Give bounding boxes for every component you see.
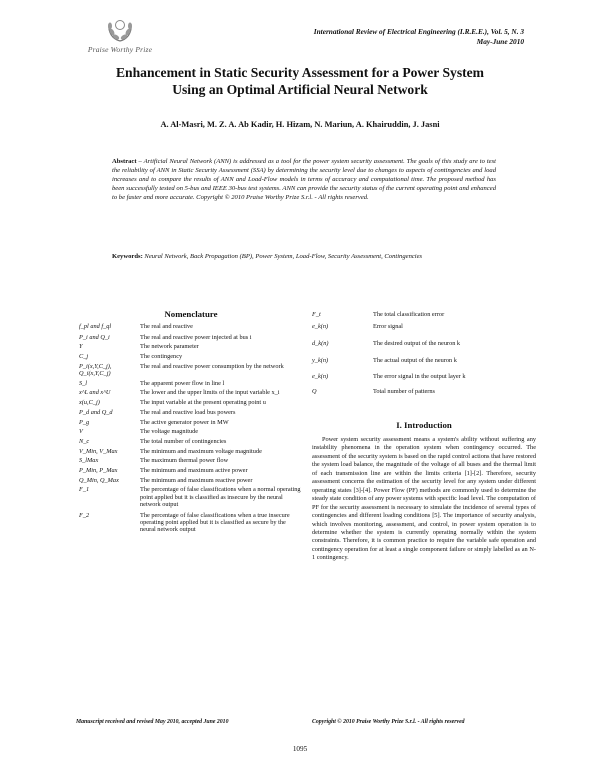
nomenclature-description: The desired output of the neuron k [373,339,461,347]
journal-date: May-June 2010 [476,36,524,46]
nomenclature-symbol: P_i(x,Y,C_j), Q_i(x,Y,C_j) [79,362,112,378]
nomenclature-entry [79,409,301,416]
nomenclature-entry [79,467,301,474]
abstract-label: Abstract [112,158,137,165]
nomenclature-symbol: Q_Min, Q_Max [79,476,119,484]
nomenclature-description: The real and reactive power injected at bus i [140,333,252,341]
nomenclature-entry [79,343,301,350]
nomenclature-symbol: S_lMax [79,457,99,465]
nomenclature-entry [79,363,301,377]
nomenclature-symbol: f_pl and f_ql [79,323,112,330]
title-line-2: Using an Optimal Artificial Neural Network [172,82,428,97]
journal-header [314,27,524,46]
nomenclature-description: The error signal in the output layer k [373,373,466,381]
copyright-note: Copyright © 2010 Praise Worthy Prize S.r.l. - All rights reserved [312,719,465,725]
introduction-heading: I. Introduction [396,420,452,430]
logo-text: Praise Worthy Prize [87,45,153,54]
nomenclature-entry [79,477,301,484]
nomenclature-description: The maximum thermal power flow [140,457,229,465]
nomenclature-symbol: y_k(n) [312,356,329,364]
nomenclature-symbol: N_c [79,437,90,445]
nomenclature-entry [312,373,536,380]
nomenclature-description: The minimum and maximum active power [140,467,248,475]
nomenclature-description: The minimum and maximum reactive power [140,476,253,484]
nomenclature-symbol: F_t [312,311,321,318]
nomenclature-description: The actual output of the neuron k [373,356,457,364]
nomenclature-description: Error signal [373,323,403,331]
nomenclature-entry [312,311,536,318]
nomenclature-entry [79,353,301,360]
nomenclature-description: The contingency [140,353,183,361]
nomenclature-entry [312,323,536,330]
nomenclature-entry [79,428,301,435]
nomenclature-entry [79,323,301,330]
paper-title [60,64,540,98]
nomenclature-description: The voltage magnitude [140,428,199,436]
nomenclature-entry [79,380,301,387]
nomenclature-symbol: C_j [79,353,89,361]
nomenclature-entry [79,486,301,508]
nomenclature-symbol: P_Min, P_Max [79,467,118,475]
nomenclature-right-column [312,311,536,395]
nomenclature-symbol: V_Min, V_Max [79,447,118,455]
nomenclature-symbol: e_k(n) [312,323,329,331]
nomenclature-description: The network parameter [140,343,199,351]
abstract [112,157,496,202]
nomenclature-description: The total number of contingencies [140,437,227,445]
nomenclature-symbol: d_k(n) [312,339,329,347]
nomenclature-description: The real and reactive load bus powers [140,408,236,416]
nomenclature-description: Total number of patterns [373,387,435,395]
keywords [112,252,496,261]
nomenclature-description: The minimum and maximum voltage magnitude [140,447,262,455]
nomenclature-symbol: x(u,C_j) [79,399,100,407]
nomenclature-entry [312,340,536,347]
nomenclature-entry [79,334,301,341]
nomenclature-entry [79,419,301,426]
publisher-logo [70,14,170,60]
nomenclature-entry [79,438,301,445]
nomenclature-description: The total classification error [373,311,445,318]
nomenclature-symbol: V [79,428,83,436]
nomenclature-symbol: F_2 [79,511,90,519]
nomenclature-symbol: P_d and Q_d [79,408,113,416]
keywords-text: Neural Network, Back Propagation (BP), Power System, Load-Flow, Security Assessment, Contingencies [142,253,423,260]
nomenclature-symbol: Y [79,343,83,351]
nomenclature-left-column [79,323,301,533]
nomenclature-symbol: x^L and x^U [79,389,111,397]
nomenclature-title: Nomenclature [164,309,218,319]
introduction-text: Power system security assessment means a system's ability without suffering any instability phenomena in the operation system when contingency occurred. The assessment of the security system is based on the rapid control actions that have restored the system load balance, the magnitude of the voltage of all buses and the thermal limit of each transmission line are within the limits criteria [1]-[2]. Therefore, security assessment concerns the estimation of the security level for any system under different operating states [3]-[4]. Power Flow (PF) methods are commonly used to determine the steady state condition of any power systems with specific load level. The computation of PF for the security assessment is necessary to simulate the incidence of several types of contingencies and different loading conditions [5]. The importance of security analysis, which involves monitoring, assessment, and control, in power system operation is to determine whether the system is currently operating normally within the system constraints. Therefore, it is common practice to require the variable safe operation and contingency operation for at least a single component failure or simply labelled as an N-1 contingency. [312,436,536,562]
laurel-logo-icon [103,14,137,44]
nomenclature-entry [79,389,301,396]
nomenclature-symbol: P_i and Q_i [79,333,110,341]
nomenclature-description: The apparent power flow in line l [140,379,225,387]
nomenclature-entry [312,388,536,395]
nomenclature-description: The input variable at the present operating point u [140,399,266,407]
authors: A. Al-Masri, M. Z. A. Ab Kadir, H. Hizam, N. Mariun, A. Khairuddin, J. Jasni [160,120,440,129]
nomenclature-entry [79,457,301,464]
nomenclature-symbol: F_1 [79,486,90,494]
nomenclature-entry [79,448,301,455]
nomenclature-description: The lower and the upper limits of the input variable x_i [140,389,280,397]
abstract-text: – Artificial Neural Network (ANN) is addressed as a tool for the power system security assessment. The goals of this study are to test the reliability of ANN in Static Security Assessment (SSA) by determining the security level due to changes to aspects of contingencies and load increases and to compare the results of ANN and Load-Flow models in terms of accuracy and computational time. The proposed method has been successfully tested on 5-bus and IEEE 30-bus test systems. ANN can provide the security status of the current operating point and enhanced to be faster and more accurate. Copyright © 2010 Praise Worthy Prize S.r.l. - All rights reserved. [112,158,496,202]
nomenclature-entry [79,512,301,534]
nomenclature-description: The real and reactive power consumption by the network [140,362,284,370]
nomenclature-description: The active generator power in MW [140,418,229,426]
nomenclature-description: The real and reactive [140,323,193,330]
keywords-label: Keywords: [112,253,143,260]
nomenclature-description: The percentage of false classifications when a true insecure operating point applied but it is classified as secure by the neural network output [140,511,290,533]
nomenclature-symbol: S_l [79,379,88,387]
nomenclature-description: The percentage of false classifications when a normal operating point applied but it is classified as insecure by the neural network output [140,486,301,508]
manuscript-note: Manuscript received and revised May 2010, accepted June 2010 [76,719,229,725]
nomenclature-entry [312,357,536,364]
nomenclature-symbol: P_g [79,418,90,426]
nomenclature-symbol: e_k(n) [312,373,329,381]
page-number: 1095 [292,745,308,753]
title-line-1: Enhancement in Static Security Assessment for a Power System [115,65,484,80]
journal-name: International Review of Electrical Engineering (I.R.E.E.), Vol. 5, N. 3 [313,27,524,36]
nomenclature-entry [79,399,301,406]
nomenclature-symbol: Q [312,387,317,395]
